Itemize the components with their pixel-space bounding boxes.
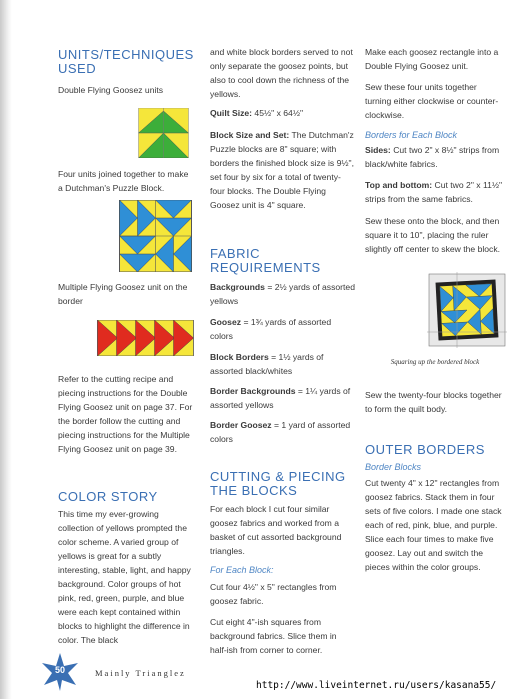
sew-onto-paragraph: Sew these onto the block, and then square it to 10", placing the ruler slightly off center to skew the block. bbox=[365, 216, 501, 254]
sew-twenty-four-paragraph: Sew the twenty-four blocks together to form the quilt body. bbox=[365, 390, 502, 414]
block-size-paragraph bbox=[210, 128, 355, 212]
fabric-border-backgrounds-label: Border Backgrounds bbox=[210, 386, 296, 396]
make-each-paragraph: Make each goosez rectangle into a Double Flying Goosez unit. bbox=[365, 47, 499, 71]
outer-borders-heading: OUTER BORDERS bbox=[365, 442, 485, 457]
fabric-border-backgrounds-value: = 1¼ yards of assorted yellows bbox=[210, 386, 351, 410]
squaring-bordered-block-image bbox=[397, 272, 515, 348]
fabric-block-borders-item bbox=[210, 350, 355, 378]
dutchmans-puzzle-block-image bbox=[88, 200, 223, 272]
fabric-border-goosez-label: Border Goosez bbox=[210, 420, 272, 430]
color-story-paragraph: This time my ever-growing collection of yellows prompted the color scheme. A varied group of yellows is great for a subtly interesting, stable, light, and happy background. Color groups of hot pink, red, green, purple, and blue were each kept contained within blocks to highlight the difference in color. The black bbox=[58, 509, 191, 645]
cutting-paragraph: For each block I cut four similar goosez fabrics and worked from a basket of cut assorted background triangles. bbox=[210, 504, 342, 556]
quilt-size-line bbox=[210, 106, 355, 120]
page-binding-shadow bbox=[0, 0, 12, 699]
double-goosez-caption: Double Flying Goosez units bbox=[58, 85, 164, 95]
fabric-requirements-heading: FABRIC REQUIREMENTS bbox=[210, 246, 321, 275]
refer-paragraph: Refer to the cutting recipe and piecing instructions for the Double Flying Goosez unit on page 37. For the border follow the cutting and piecing instructions for the Multiple Flying Goosez unit on page 39. bbox=[58, 374, 193, 454]
cut-four-paragraph: Cut four 4½" x 5" rectangles from goosez fabric. bbox=[210, 582, 337, 606]
fabric-block-borders-label: Block Borders bbox=[210, 352, 269, 362]
quilt-size-label: Quilt Size: bbox=[210, 108, 253, 118]
book-title: Mainly Trianglez bbox=[95, 668, 186, 678]
sew-four-paragraph: Sew these four units together turning either clockwise or counter-clockwise. bbox=[365, 82, 499, 120]
cutting-piecing-heading: CUTTING & PIECING THE BLOCKS bbox=[210, 469, 346, 498]
fabric-goosez-value: = 1¾ yards of assorted colors bbox=[210, 317, 332, 341]
squaring-caption: Squaring up the bordered block bbox=[390, 358, 480, 366]
sides-text: Cut two 2" x 8½" strips from black/white fabrics. bbox=[365, 145, 500, 169]
page-number-badge bbox=[40, 652, 80, 692]
quilt-size-value: 45½" x 64½" bbox=[254, 108, 304, 118]
units-techniques-heading: UNITS/TECHNIQUES USED bbox=[58, 47, 194, 76]
fabric-backgrounds-label: Backgrounds bbox=[210, 282, 265, 292]
fabric-goosez-item bbox=[210, 315, 355, 343]
source-url: http://www.liveinternet.ru/users/kasana55/ bbox=[256, 680, 497, 691]
top-bottom-text: Cut two 2" x 11½" strips from the same fabrics. bbox=[365, 180, 503, 204]
fabric-goosez-label: Goosez bbox=[210, 317, 242, 327]
four-units-caption: Four units joined together to make a Dutchman's Puzzle Block. bbox=[58, 169, 189, 193]
borders-each-block-subheading: Borders for Each Block bbox=[365, 130, 458, 140]
multiple-goosez-caption: Multiple Flying Goosez unit on the border bbox=[58, 282, 188, 306]
fabric-backgrounds-value: = 2½ yards of assorted yellows bbox=[210, 282, 355, 306]
block-size-text: The Dutchman'z Puzzle blocks are 8" square; with borders the finished block size is 9½", set four by six for a total of twenty-four blocks. The Double Flying Goosez unit is 4" square. bbox=[210, 130, 354, 210]
cut-eight-paragraph: Cut eight 4"-ish squares from background fabrics. Slice them in half-ish from corner to corner. bbox=[210, 617, 337, 655]
fabric-block-borders-value: = 1½ yards of assorted black/whites bbox=[210, 352, 324, 376]
outer-borders-paragraph: Cut twenty 4" x 12" rectangles from goosez fabrics. Stack them in four sets of five colors. I made one stack each of red, pink, blue, and purple. Slice each four times to make five goosez. Lay out and switch the pieces within the color groups. bbox=[365, 478, 502, 572]
top-bottom-label: Top and bottom: bbox=[365, 180, 433, 190]
sides-label: Sides: bbox=[365, 145, 391, 155]
borders-continued-paragraph: and white block borders served to not only separate the goosez points, but also to cool down the richness of the yellows. bbox=[210, 47, 353, 99]
fabric-border-goosez-value: = 1 yard of assorted colors bbox=[210, 420, 351, 444]
block-size-label: Block Size and Set: bbox=[210, 130, 290, 140]
fabric-backgrounds-item bbox=[210, 280, 355, 308]
top-bottom-paragraph bbox=[365, 178, 505, 206]
fabric-border-goosez-item bbox=[210, 418, 355, 446]
border-blocks-subheading: Border Blocks bbox=[365, 462, 422, 472]
sides-paragraph bbox=[365, 143, 505, 171]
page-footer bbox=[40, 652, 515, 692]
page-number: 50 bbox=[54, 665, 65, 675]
for-each-block-subheading: For Each Block: bbox=[210, 565, 274, 575]
multiple-flying-goosez-border-image bbox=[78, 320, 213, 356]
color-story-heading: COLOR STORY bbox=[58, 489, 158, 504]
fabric-border-backgrounds-item bbox=[210, 384, 355, 412]
